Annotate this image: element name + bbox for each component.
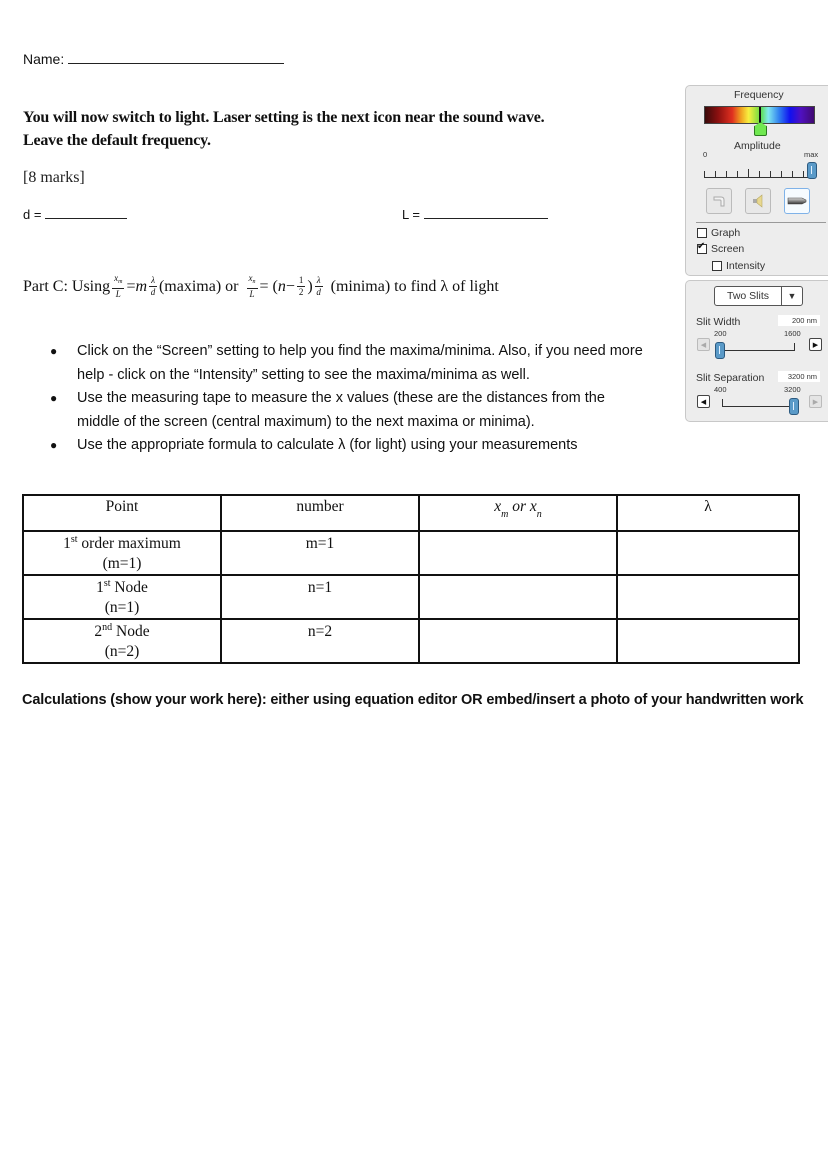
intro-line-2: Leave the default frequency. bbox=[23, 132, 211, 149]
instructions-intro bbox=[23, 106, 544, 152]
laser-icon bbox=[787, 195, 807, 207]
fraction-xm-over-L: $\frac{x_m}{L}$ bbox=[114, 273, 123, 299]
cell-number: n=1 bbox=[221, 575, 419, 619]
cell-lambda-input[interactable] bbox=[617, 531, 799, 575]
slit-type-dropdown[interactable] bbox=[714, 286, 803, 306]
wave-source-panel bbox=[685, 85, 828, 276]
bullet-icon: ● bbox=[50, 344, 58, 358]
d-blank[interactable] bbox=[45, 218, 127, 219]
sound-source-button[interactable] bbox=[745, 188, 771, 214]
slit-separation-value: 3200 nm bbox=[778, 371, 820, 382]
dropdown-arrow-icon[interactable]: ▼ bbox=[787, 291, 797, 301]
cell-x-input[interactable] bbox=[419, 531, 617, 575]
maxima-text: (maxima) or bbox=[158, 277, 239, 295]
marks-label: [8 marks] bbox=[23, 169, 85, 186]
measurement-table bbox=[22, 494, 800, 664]
name-label: Name: bbox=[23, 51, 65, 67]
bullet-icon: ● bbox=[50, 438, 58, 452]
slit-separation-increase-button[interactable]: ▶ bbox=[809, 395, 822, 408]
slit-width-slider[interactable] bbox=[719, 350, 795, 351]
cell-number: m=1 bbox=[221, 531, 419, 575]
cell-lambda-input[interactable] bbox=[617, 619, 799, 663]
cell-point: 1st Node (n=1) bbox=[23, 575, 221, 619]
fraction-lambda-over-d: $\frac{\lambda}{d}$ bbox=[150, 275, 156, 297]
slit-separation-max: 3200 bbox=[784, 385, 801, 394]
list-item: ● Click on the “Screen” setting to help you find the maxima/minima. Also, if you need more help - click on the “Intensity” setting to see the maxima/minima as well. bbox=[50, 340, 650, 387]
slit-width-min: 200 bbox=[714, 329, 727, 338]
slit-separation-slider[interactable] bbox=[722, 406, 794, 407]
cell-point: 2nd Node (n=2) bbox=[23, 619, 221, 663]
slit-width-increase-button[interactable]: ▶ bbox=[809, 338, 822, 351]
faucet-icon bbox=[711, 193, 727, 209]
graph-checkbox[interactable]: Graph bbox=[697, 227, 740, 239]
slit-separation-label: Slit Separation bbox=[696, 372, 765, 384]
bullet-icon: ● bbox=[50, 391, 58, 405]
intro-line-1: You will now switch to light. Laser setting is the next icon near the sound wave. bbox=[23, 109, 545, 126]
minima-text: (minima) to find λ of light bbox=[330, 277, 499, 295]
amplitude-knob[interactable] bbox=[807, 162, 817, 179]
fraction-xn-over-L: $\frac{x_n}{L}$ bbox=[248, 273, 256, 299]
amplitude-max: max bbox=[804, 150, 819, 159]
slit-separation-min: 400 bbox=[714, 385, 727, 394]
calculations-label: Calculations (show your work here): either using equation editor OR embed/insert a photo of your handwritten work bbox=[22, 692, 804, 708]
list-item: ● Use the measuring tape to measure the x values (these are the distances from the middle of the screen (central maximum) to the next maxima or minima). bbox=[50, 387, 650, 434]
slits-panel bbox=[685, 280, 828, 422]
list-item: ● Use the appropriate formula to calculate λ (for light) using your measurements bbox=[50, 434, 650, 458]
slit-width-decrease-button[interactable]: ◀ bbox=[697, 338, 710, 351]
slit-type-value: Two Slits bbox=[715, 287, 782, 305]
cell-number: n=2 bbox=[221, 619, 419, 663]
name-field[interactable] bbox=[23, 51, 284, 67]
fraction-lambda-over-d-2: $\frac{\lambda}{d}$ bbox=[316, 275, 321, 297]
slider-end-tick bbox=[722, 399, 723, 406]
slit-separation-knob[interactable] bbox=[789, 398, 799, 415]
part-c-prefix: Part C: Using bbox=[23, 277, 111, 295]
screen-checkbox[interactable]: ✔ Screen bbox=[697, 243, 744, 255]
frequency-knob[interactable] bbox=[754, 122, 767, 136]
checkbox-checked-icon[interactable] bbox=[697, 244, 707, 254]
laser-source-button[interactable] bbox=[784, 188, 810, 214]
slit-width-max: 1600 bbox=[784, 329, 801, 338]
header-x: $x_m$ or $x_n$ bbox=[419, 495, 617, 531]
cell-x-input[interactable] bbox=[419, 575, 617, 619]
frequency-label: Frequency bbox=[734, 89, 784, 101]
cell-point: 1st order maximum (m=1) bbox=[23, 531, 221, 575]
table-header-row bbox=[23, 495, 799, 531]
L-field[interactable] bbox=[402, 207, 548, 222]
amplitude-label: Amplitude bbox=[734, 140, 781, 152]
speaker-icon bbox=[750, 193, 766, 209]
d-label: d = bbox=[23, 207, 42, 222]
d-field[interactable] bbox=[23, 207, 127, 222]
header-point: Point bbox=[23, 495, 221, 531]
slit-width-knob[interactable] bbox=[715, 342, 725, 359]
intensity-checkbox[interactable]: Intensity bbox=[712, 260, 765, 272]
frequency-marker bbox=[759, 107, 761, 123]
amplitude-slider[interactable] bbox=[704, 171, 813, 178]
header-lambda: λ bbox=[617, 495, 799, 531]
part-c-formula: Part C: Using $\frac{x_m}{L}$ = m $\frac{\lambda}{d}$ (maxima) or $\frac{x_n}{L}$ = ( n − $\frac{1}{2}$ ) $\frac{\lambda}{d}$ (minima) to find λ of light bbox=[23, 273, 499, 299]
header-number: number bbox=[221, 495, 419, 531]
frequency-slider[interactable] bbox=[704, 106, 815, 124]
L-blank[interactable] bbox=[424, 218, 548, 219]
checkbox-icon[interactable] bbox=[697, 228, 707, 238]
table-row bbox=[23, 575, 799, 619]
slit-width-value: 200 nm bbox=[778, 315, 820, 326]
fraction-one-half: $\frac{1}{2}$ bbox=[298, 275, 304, 297]
slit-width-label: Slit Width bbox=[696, 316, 741, 328]
table-row bbox=[23, 531, 799, 575]
amplitude-min: 0 bbox=[703, 150, 708, 159]
divider bbox=[696, 222, 826, 223]
name-blank[interactable] bbox=[68, 63, 284, 64]
slider-end-tick bbox=[794, 343, 795, 350]
water-source-button[interactable] bbox=[706, 188, 732, 214]
cell-lambda-input[interactable] bbox=[617, 575, 799, 619]
slit-separation-decrease-button[interactable]: ◀ bbox=[697, 395, 710, 408]
cell-x-input[interactable] bbox=[419, 619, 617, 663]
instruction-list bbox=[50, 340, 650, 458]
table-row bbox=[23, 619, 799, 663]
L-label: L = bbox=[402, 207, 420, 222]
checkbox-icon[interactable] bbox=[712, 261, 722, 271]
